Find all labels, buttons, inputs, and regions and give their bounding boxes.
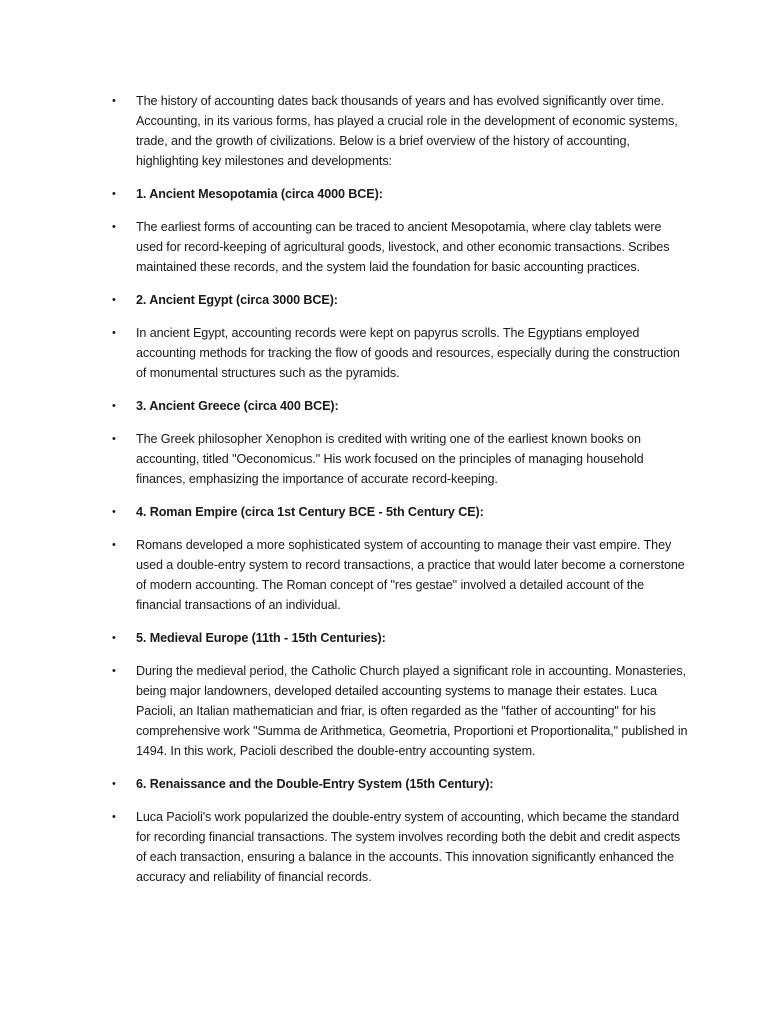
list-item-intro [108,91,688,171]
section-heading: 1. Ancient Mesopotamia (circa 4000 BCE): [136,187,383,201]
section-heading: 3. Ancient Greece (circa 400 BCE): [136,399,339,413]
list-item-heading-renaissance [108,774,688,794]
bullet-list [108,91,688,900]
section-heading: 2. Ancient Egypt (circa 3000 BCE): [136,293,338,307]
list-item-heading-egypt [108,290,688,310]
section-heading: 4. Roman Empire (circa 1st Century BCE - 5th Century CE): [136,505,484,519]
bullet-icon: • [112,327,116,339]
list-item-rome [108,535,688,615]
bullet-icon: • [112,433,116,445]
section-paragraph: Romans developed a more sophisticated system of accounting to manage their vast empire. They used a double-entry system to record transactions, a practice that would later become a cornerstone of modern accounting. The Roman concept of "res gestae" involved a detailed account of the financial transactions of an individual. [136,538,685,612]
list-item-egypt [108,323,688,383]
section-paragraph: In ancient Egypt, accounting records were kept on papyrus scrolls. The Egyptians employed accounting methods for tracking the flow of goods and resources, especially during the construction of monumental structures such as the pyramids. [136,326,680,380]
bullet-icon: • [112,632,116,644]
bullet-icon: • [112,294,116,306]
list-item-heading-rome [108,502,688,522]
list-item-heading-greece [108,396,688,416]
list-item-renaissance [108,807,688,887]
bullet-icon: • [112,811,116,823]
section-paragraph: The Greek philosopher Xenophon is credited with writing one of the earliest known books on accounting, titled "Oeconomicus." His work focused on the principles of managing household finances, emphasizing the importance of accurate record-keeping. [136,432,644,486]
section-paragraph: During the medieval period, the Catholic Church played a significant role in accounting. Monasteries, being major landowners, developed detailed accounting systems to manage their estates. Luca Pacioli, an Italian mathematician and friar, is often regarded as the "father of accounting" for his comprehensive work "Summa de Arithmetica, Geometria, Proportioni et Proportionalita," published in 1494. In this work, Pacioli described the double-entry accounting system. [136,664,688,758]
intro-paragraph: The history of accounting dates back thousands of years and has evolved significantly over time. Accounting, in its various forms, has played a crucial role in the development of economic systems, trade, and the growth of civilizations. Below is a brief overview of the history of accounting, highlighting key milestones and developments: [136,94,678,168]
list-item-heading-mesopotamia [108,184,688,204]
section-paragraph: The earliest forms of accounting can be traced to ancient Mesopotamia, where clay tablets were used for record-keeping of agricultural goods, livestock, and other economic transactions. Scribes maintained these records, and the system laid the foundation for basic accounting practices. [136,220,670,274]
section-heading: 6. Renaissance and the Double-Entry System (15th Century): [136,777,494,791]
list-item-medieval [108,661,688,761]
bullet-icon: • [112,221,116,233]
bullet-icon: • [112,188,116,200]
list-item-mesopotamia [108,217,688,277]
bullet-icon: • [112,665,116,677]
bullet-icon: • [112,400,116,412]
bullet-icon: • [112,95,116,107]
section-heading: 5. Medieval Europe (11th - 15th Centuries): [136,631,386,645]
bullet-icon: • [112,778,116,790]
list-item-greece [108,429,688,489]
bullet-icon: • [112,539,116,551]
bullet-icon: • [112,506,116,518]
section-paragraph: Luca Pacioli's work popularized the double-entry system of accounting, which became the standard for recording financial transactions. The system involves recording both the debit and credit aspects of each transaction, ensuring a balance in the accounts. This innovation significantly enhanced the accuracy and reliability of financial records. [136,810,681,884]
list-item-heading-medieval [108,628,688,648]
